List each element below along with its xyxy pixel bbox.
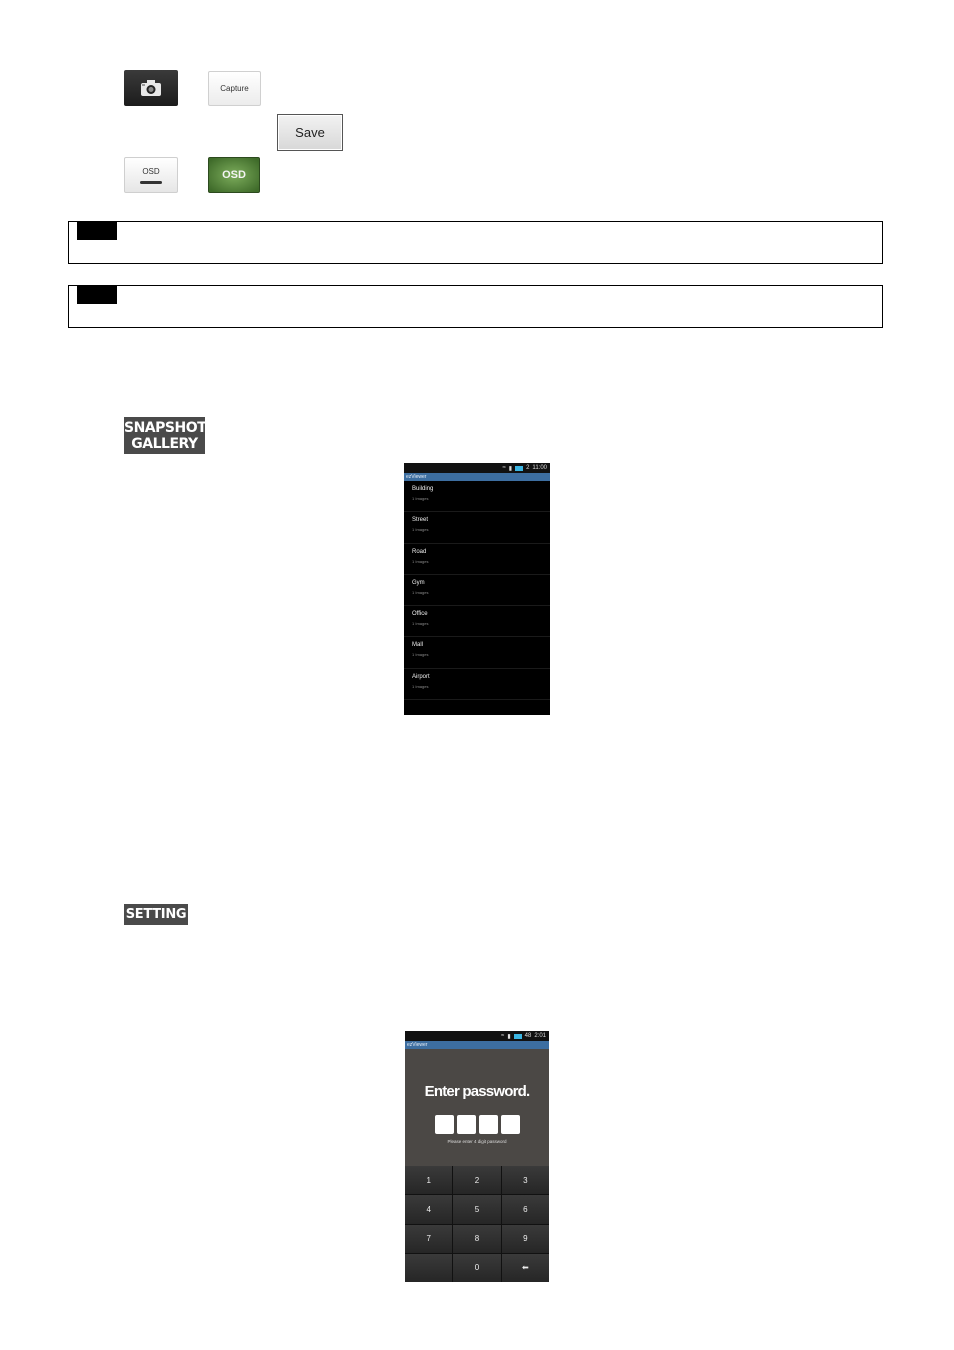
gallery-item[interactable] <box>404 575 550 606</box>
keypad-key-9[interactable]: 9 <box>502 1225 549 1253</box>
gallery-item[interactable] <box>404 544 550 575</box>
gallery-item-count: 1 Images <box>412 558 429 564</box>
snapshot-label-line1: SNAPSHOT <box>124 419 207 436</box>
gallery-item[interactable] <box>404 481 550 512</box>
gallery-item-count: 1 Images <box>412 589 429 595</box>
password-digit-boxes[interactable] <box>435 1115 520 1134</box>
gallery-item-name: Road <box>412 548 427 555</box>
status-time: 11:00 <box>532 465 547 471</box>
battery-level: 2 <box>526 465 530 471</box>
gallery-item[interactable] <box>404 637 550 668</box>
gallery-item[interactable] <box>404 669 550 700</box>
keypad-key-7[interactable]: 7 <box>405 1225 452 1253</box>
osd-on-label: OSD <box>222 169 246 181</box>
keypad-key-4[interactable]: 4 <box>405 1195 452 1223</box>
save-label: Save <box>295 125 325 140</box>
save-button[interactable] <box>277 114 343 151</box>
battery-icon <box>515 466 523 471</box>
osd-indicator-bar <box>140 181 162 184</box>
camera-icon <box>140 79 162 97</box>
app-title-bar <box>404 473 550 481</box>
gallery-item[interactable] <box>404 512 550 543</box>
gallery-item-count: 1 Images <box>412 621 429 627</box>
gallery-item-name: Building <box>412 486 434 492</box>
note-tag-1 <box>77 222 117 240</box>
keypad-key-5[interactable]: 5 <box>453 1195 500 1223</box>
snapshot-label-line2: GALLERY <box>131 435 198 452</box>
gallery-item-count: 1 Images <box>412 652 429 658</box>
backspace-key[interactable]: ⬅ <box>502 1254 549 1282</box>
gallery-item-name: Street <box>412 517 429 524</box>
password-digit-4[interactable] <box>501 1115 520 1134</box>
app-title: ezViewer <box>407 1042 428 1048</box>
battery-level: 48 <box>524 1033 532 1039</box>
gallery-item-name: Mall <box>412 642 424 649</box>
password-title: Enter password. <box>424 1083 530 1100</box>
osd-off-label: OSD <box>142 166 160 176</box>
signal-icon: ▮ <box>508 465 513 472</box>
status-time: 2:01 <box>534 1033 546 1039</box>
gallery-phone-screenshot <box>404 463 550 715</box>
password-hint: Please enter 4 digit password <box>447 1139 507 1144</box>
gallery-list <box>404 481 550 700</box>
snapshot-gallery-label <box>124 417 205 454</box>
keypad-key-3[interactable]: 3 <box>502 1166 549 1194</box>
note-box-2 <box>68 285 883 328</box>
gallery-item-count: 1 Images <box>412 527 429 533</box>
gallery-item[interactable] <box>404 606 550 637</box>
capture-label: Capture <box>220 84 249 93</box>
note-box-1 <box>68 221 883 264</box>
battery-icon <box>514 1034 522 1039</box>
osd-on-button[interactable] <box>208 157 260 193</box>
keypad-key-0[interactable]: 0 <box>453 1254 500 1282</box>
keypad-key-8[interactable]: 8 <box>453 1225 500 1253</box>
gallery-item-name: Airport <box>412 673 430 680</box>
signal-icon: ▮ <box>507 1033 511 1040</box>
capture-button[interactable] <box>208 71 261 106</box>
setting-label <box>124 904 188 925</box>
gallery-item-count: 1 Images <box>412 683 429 689</box>
numeric-keypad <box>405 1166 549 1282</box>
blank-key <box>405 1254 452 1282</box>
keypad-key-2[interactable]: 2 <box>453 1166 500 1194</box>
gallery-item-name: Gym <box>412 579 425 586</box>
password-digit-2[interactable] <box>457 1115 476 1134</box>
wifi-icon: ≈ <box>502 465 506 471</box>
password-digit-1[interactable] <box>435 1115 454 1134</box>
wifi-icon: ≈ <box>501 1033 505 1039</box>
note-tag-2 <box>77 286 117 304</box>
password-digit-3[interactable] <box>479 1115 498 1134</box>
app-title-bar <box>405 1041 549 1049</box>
app-title: ezViewer <box>406 474 427 480</box>
status-bar <box>405 1031 549 1041</box>
gallery-item-count: 1 Images <box>412 496 429 501</box>
gallery-item-name: Office <box>412 611 428 618</box>
password-phone-screenshot <box>405 1031 549 1282</box>
capture-icon-button[interactable] <box>124 70 178 106</box>
status-bar <box>404 463 550 473</box>
osd-off-button[interactable] <box>124 157 178 193</box>
keypad-key-6[interactable]: 6 <box>502 1195 549 1223</box>
keypad-key-1[interactable]: 1 <box>405 1166 452 1194</box>
setting-label-text: SETTING <box>125 907 187 922</box>
